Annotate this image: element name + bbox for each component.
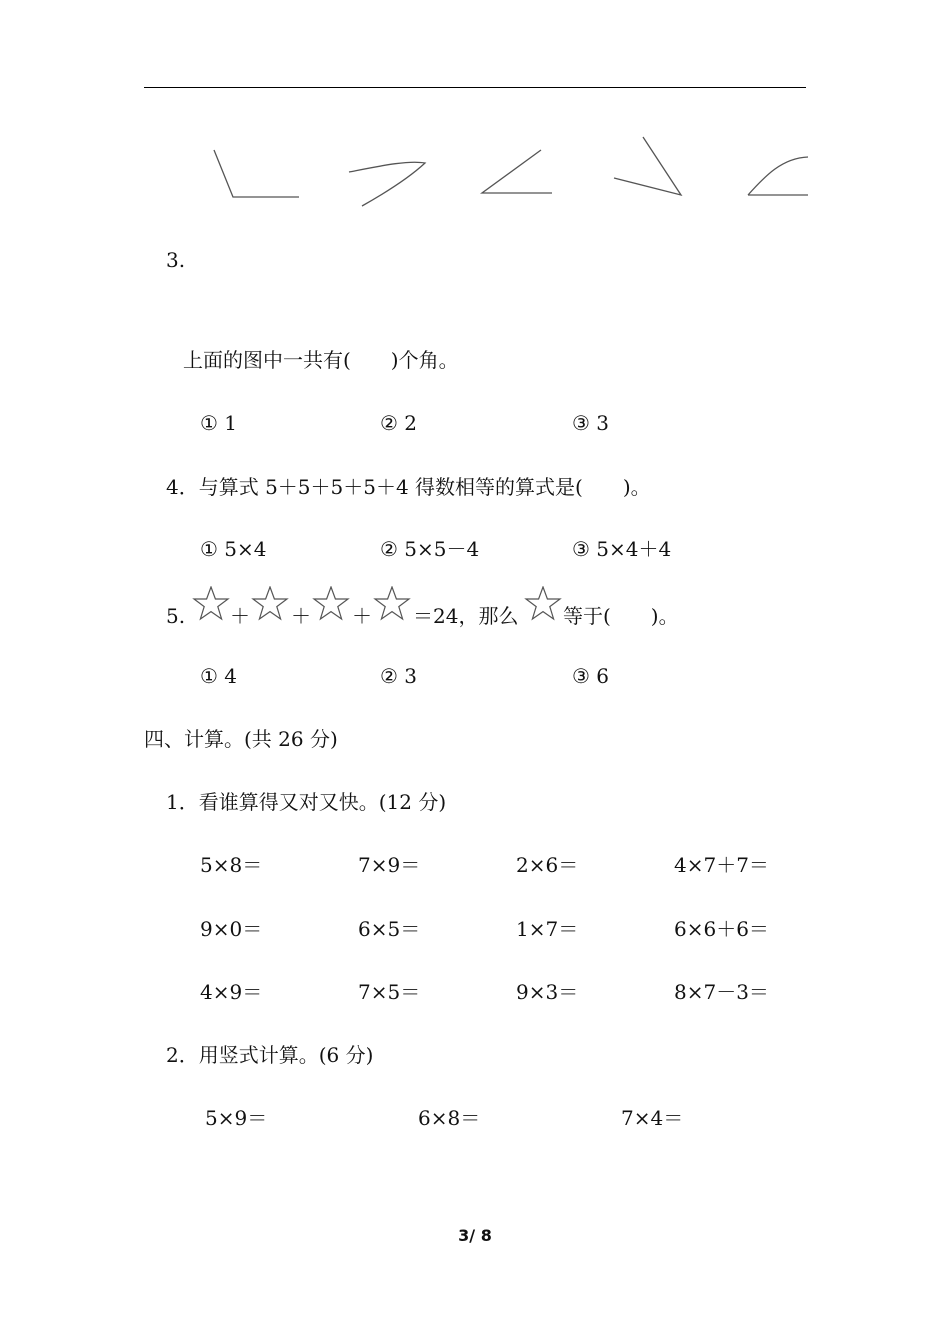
figure-curve-2 <box>349 162 425 206</box>
q4-option-3: ③ 5×4＋4 <box>572 537 672 561</box>
calc-item: 5×8＝ <box>200 853 263 877</box>
q5-plus-3: ＋ <box>352 604 372 628</box>
calc-item: 9×0＝ <box>200 917 263 941</box>
q5-option-3: ③ 6 <box>572 664 610 688</box>
calc-item: 1×7＝ <box>516 917 579 941</box>
figure-curve-5 <box>748 157 808 195</box>
figure-angle-3 <box>482 150 552 193</box>
q5-option-2: ② 3 <box>380 664 418 688</box>
calc-item: 7×9＝ <box>358 853 421 877</box>
vertical-calc-item: 7×4＝ <box>621 1106 684 1130</box>
star-icon <box>251 586 289 622</box>
calc-item: 6×6＋6＝ <box>674 917 769 941</box>
calc-item: 2×6＝ <box>516 853 579 877</box>
vertical-calc-item: 5×9＝ <box>205 1106 268 1130</box>
q4-question: 4．与算式 5＋5＋5＋5＋4 得数相等的算式是( )。 <box>166 475 651 499</box>
figure-angle-4 <box>614 137 681 195</box>
angle-figures <box>0 0 950 230</box>
section-heading: 四、计算。(共 26 分) <box>144 727 338 751</box>
calc-item: 4×9＝ <box>200 980 263 1004</box>
figure-angle-1 <box>214 150 299 197</box>
q5-tail: 等于( )。 <box>563 604 679 628</box>
star-icon <box>524 586 562 622</box>
q3-option-2: ② 2 <box>380 411 418 435</box>
star-icon <box>312 586 350 622</box>
calc-item: 7×5＝ <box>358 980 421 1004</box>
q3-option-1: ① 1 <box>200 411 238 435</box>
calc-item: 4×7＋7＝ <box>674 853 769 877</box>
page-number: 3/ 8 <box>458 1226 492 1245</box>
calc-item: 6×5＝ <box>358 917 421 941</box>
q3-option-3: ③ 3 <box>572 411 610 435</box>
q5-plus-1: ＋ <box>230 604 250 628</box>
calc-item: 8×7－3＝ <box>674 980 769 1004</box>
vertical-calc-item: 6×8＝ <box>418 1106 481 1130</box>
q4-option-2: ② 5×5－4 <box>380 537 480 561</box>
q3-question: 上面的图中一共有( )个角。 <box>183 348 459 372</box>
q4-option-1: ① 5×4 <box>200 537 267 561</box>
q5-plus-2: ＋ <box>291 604 311 628</box>
star-icon <box>373 586 411 622</box>
q5-equals: ＝24，那么 <box>413 604 519 628</box>
part1-title: 1．看谁算得又对又快。(12 分) <box>166 790 447 814</box>
q5-option-1: ① 4 <box>200 664 238 688</box>
q5-number: 5. <box>166 604 186 628</box>
part2-title: 2．用竖式计算。(6 分) <box>166 1043 374 1067</box>
calc-item: 9×3＝ <box>516 980 579 1004</box>
star-icon <box>192 586 230 622</box>
q3-number: 3. <box>166 248 186 272</box>
